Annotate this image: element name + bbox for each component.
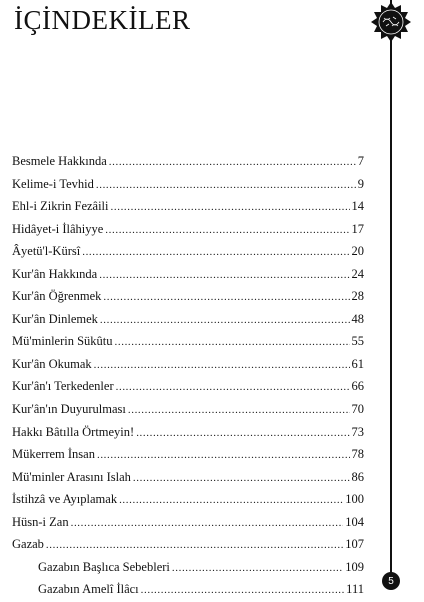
toc-entry-page: 109 <box>345 559 364 574</box>
toc-entry-page: 111 <box>346 582 364 597</box>
toc-entry-page: 66 <box>351 379 364 394</box>
dot-leader <box>133 467 350 490</box>
toc-entry[interactable] <box>12 195 364 218</box>
dot-leader <box>71 512 344 535</box>
toc-entry-page: 100 <box>345 492 364 507</box>
toc-entry-label: Gazabın Amelî İlâcı <box>38 582 139 597</box>
toc-entry[interactable] <box>12 218 364 241</box>
toc-entry[interactable] <box>12 466 364 489</box>
toc-entry-page: 14 <box>351 199 364 214</box>
dot-leader <box>172 557 343 580</box>
toc-entry-page: 24 <box>351 266 364 281</box>
toc-entry-label: Kur'ân'ın Duyurulması <box>12 402 126 417</box>
table-of-contents <box>12 150 364 601</box>
dot-leader <box>96 174 356 197</box>
dot-leader <box>82 241 349 264</box>
page-number-badge: 5 <box>382 572 400 590</box>
toc-entry[interactable] <box>12 533 364 556</box>
dot-leader <box>115 331 350 354</box>
toc-entry[interactable] <box>12 173 364 196</box>
toc-entry-page: 86 <box>351 469 364 484</box>
toc-entry[interactable] <box>12 375 364 398</box>
toc-entry-label: Kur'ân Okumak <box>12 356 92 371</box>
toc-entry-page: 107 <box>345 537 364 552</box>
toc-entry[interactable] <box>12 330 364 353</box>
dot-leader <box>128 399 350 422</box>
toc-entry-page: 28 <box>351 289 364 304</box>
calligraphy-emblem-icon <box>369 2 413 62</box>
page-title: İÇİNDEKİLER <box>14 5 191 35</box>
toc-entry-page: 78 <box>351 447 364 462</box>
toc-entry-page: 7 <box>357 154 364 168</box>
toc-entry-label: Âyetü'l-Kürsî <box>12 244 81 259</box>
dot-leader <box>94 354 350 377</box>
toc-entry-label: Kur'ân'ı Terkedenler <box>12 379 114 394</box>
toc-entry-page: 20 <box>351 244 364 259</box>
toc-entry-label: Besmele Hakkında <box>12 154 107 168</box>
dot-leader <box>109 151 356 174</box>
toc-entry[interactable] <box>12 150 364 173</box>
toc-entry[interactable] <box>12 263 364 286</box>
toc-entry-label: Ehl-i Zikrin Fezâili <box>12 199 109 214</box>
toc-entry[interactable] <box>12 488 364 511</box>
toc-entry-label: Mü'minlerin Sükûtu <box>12 334 113 349</box>
toc-entry[interactable] <box>12 556 364 579</box>
toc-entry[interactable] <box>12 443 364 466</box>
dot-leader <box>46 534 343 557</box>
toc-entry-label: Hüsn-i Zan <box>12 514 69 529</box>
toc-entry-label: Hakkı Bâtılla Örtmeyin! <box>12 424 135 439</box>
toc-entry-label: Kelime-i Tevhid <box>12 176 94 191</box>
vertical-rule <box>390 0 392 574</box>
toc-entry-page: 48 <box>351 311 364 326</box>
dot-leader <box>141 579 345 602</box>
toc-entry-label: Kur'ân Dinlemek <box>12 311 98 326</box>
toc-entry-label: Mü'minler Arasını Islah <box>12 469 131 484</box>
toc-entry[interactable] <box>12 240 364 263</box>
toc-entry-page: 70 <box>351 402 364 417</box>
toc-entry-page: 61 <box>351 356 364 371</box>
toc-entry-label: Kur'ân Öğrenmek <box>12 289 102 304</box>
dot-leader <box>105 219 349 242</box>
toc-entry-label: Kur'ân Hakkında <box>12 266 98 281</box>
toc-entry-label: Hidâyet-i İlâhiyye <box>12 221 104 236</box>
toc-entry[interactable] <box>12 398 364 421</box>
toc-entry-page: 73 <box>351 424 364 439</box>
toc-entry-page: 17 <box>351 221 364 236</box>
dot-leader <box>99 264 349 287</box>
dot-leader <box>100 309 350 332</box>
toc-entry-label: Gazab <box>12 537 44 552</box>
toc-entry-label: Gazabın Başlıca Sebebleri <box>38 559 170 574</box>
toc-entry-label: Mükerrem İnsan <box>12 447 95 462</box>
toc-entry[interactable] <box>12 308 364 331</box>
toc-entry[interactable] <box>12 421 364 444</box>
dot-leader <box>116 376 350 399</box>
dot-leader <box>103 286 349 309</box>
toc-entry-page: 104 <box>345 514 364 529</box>
toc-entry[interactable] <box>12 285 364 308</box>
dot-leader <box>119 489 343 512</box>
toc-entry-page: 55 <box>351 334 364 349</box>
dot-leader <box>111 196 350 219</box>
toc-entry[interactable] <box>12 578 364 601</box>
toc-entry[interactable] <box>12 511 364 534</box>
dot-leader <box>136 422 349 445</box>
toc-entry[interactable] <box>12 353 364 376</box>
toc-entry-page: 9 <box>357 176 364 191</box>
toc-entry-label: İstihzâ ve Ayıplamak <box>12 492 118 507</box>
dot-leader <box>97 444 350 467</box>
